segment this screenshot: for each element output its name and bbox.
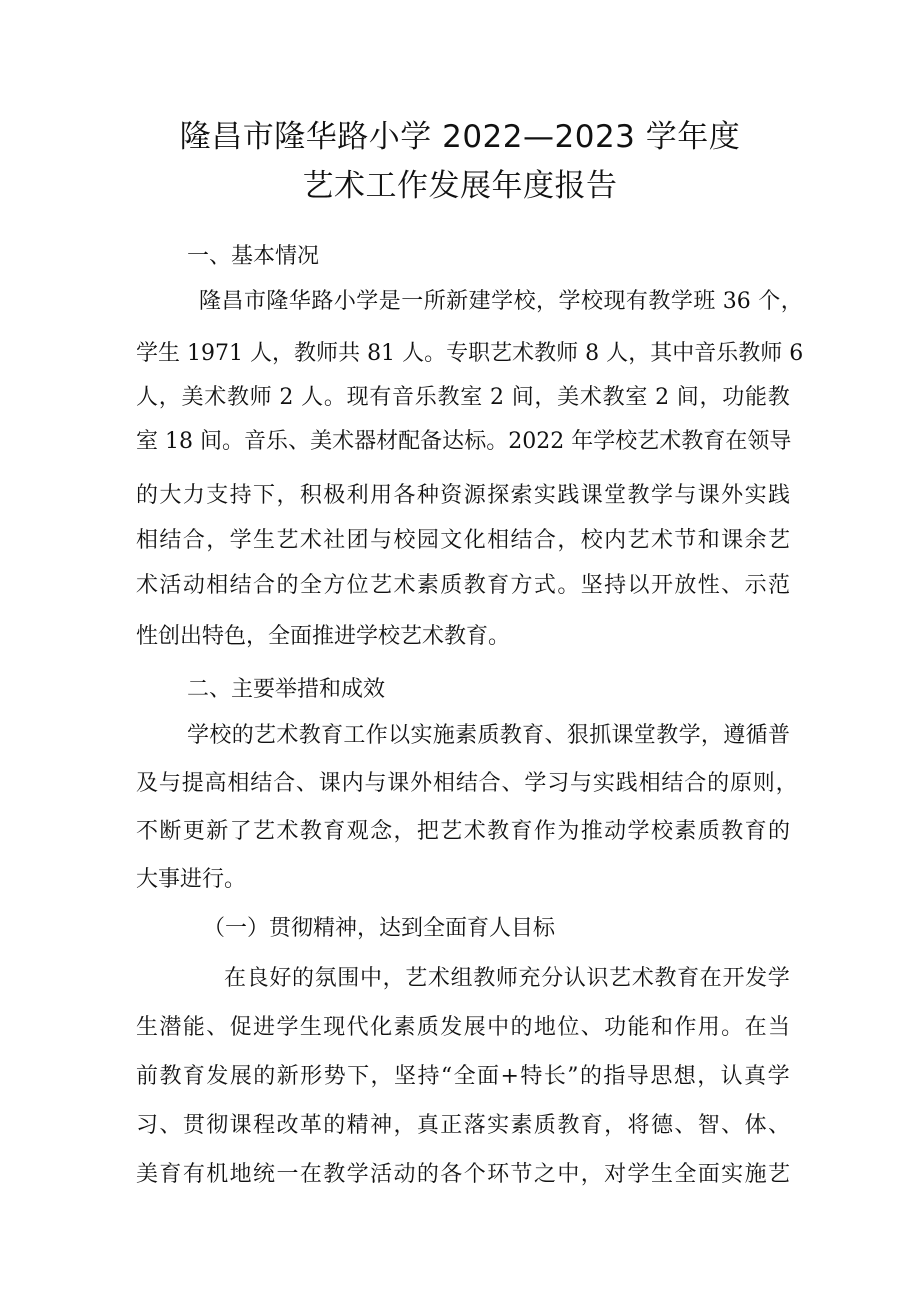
document-title-line-2: 艺术工作发展年度报告	[302, 168, 618, 204]
section-2-heading: 二、主要举措和成效	[187, 677, 386, 702]
subsection-1-line-2: 生 潜 能 、 促 进 学 生 现 代 化 素 质 发 展 中 的 地 位 、 功 能 和 作 用 。 在 当	[136, 1015, 790, 1040]
section-1-line-4: 室 18 间 。 音 乐 、 美 术 器 材 配 备 达 标 。 2022 年 学 校 艺 术 教 育 在 领 导	[136, 429, 792, 454]
section-1-line-5: 的 大 力 支 持 下 ， 积 极 利 用 各 种 资 源 探 索 实 践 课 堂 教 学 与 课 外 实 践	[136, 483, 790, 508]
section-2-line-2: 及 与 提 高 相 结 合 、 课 内 与 课 外 相 结 合 、 学 习 与 实 践 相 结 合 的 原 则 ，	[136, 771, 798, 796]
section-1-line-8: 性创出特色，全面推进学校艺术教育。	[136, 624, 511, 649]
subsection-1-heading: （一）贯彻精神，达到全面育人目标	[203, 916, 556, 941]
section-1-line-6: 相 结 合 ， 学 生 艺 术 社 团 与 校 园 文 化 相 结 合 ， 校 内 艺 术 节 和 课 余 艺	[136, 528, 790, 553]
subsection-1-line-3: 前 教 育 发 展 的 新 形 势 下 ， 坚 持 “ 全 面 + 特 长 ” 的 指 导 思 想 ， 认 真 学	[136, 1064, 790, 1089]
section-1-line-1: 隆 昌 市 隆 华 路 小 学 是 一 所 新 建 学 校 ， 学 校 现 有 教 学 班 36 个 ，	[199, 289, 803, 314]
subsection-1-line-5: 美 育 有 机 地 统 一 在 教 学 活 动 的 各 个 环 节 之 中 ， 对 学 生 全 面 实 施 艺	[136, 1162, 790, 1187]
section-1-heading: 一、基本情况	[187, 244, 320, 269]
section-1-line-3: 人 ， 美 术 教 师 2 人 。 现 有 音 乐 教 室 2 间 ， 美 术 教 室 2 间 ， 功 能 教	[136, 385, 790, 410]
subsection-1-line-1: 在 良 好 的 氛 围 中 ， 艺 术 组 教 师 充 分 认 识 艺 术 教 育 在 开 发 学	[224, 966, 790, 991]
section-2-line-4: 大事进行。	[136, 867, 247, 892]
section-1-line-2: 学 生 1971 人 ， 教 师 共 81 人 。 专 职 艺 术 教 师 8 人 ， 其 中 音 乐 教 师 6	[136, 341, 804, 366]
section-1-line-7: 术 活 动 相 结 合 的 全 方 位 艺 术 素 质 教 育 方 式 。 坚 持 以 开 放 性 、 示 范	[136, 573, 790, 598]
section-2-line-3: 不 断 更 新 了 艺 术 教 育 观 念 ， 把 艺 术 教 育 作 为 推 动 学 校 素 质 教 育 的	[136, 819, 790, 844]
subsection-1-line-4: 习 、 贯 彻 课 程 改 革 的 精 神 ， 真 正 落 实 素 质 教 育 ， 将 德 、 智 、 体 、	[136, 1113, 790, 1138]
section-2-line-1: 学 校 的 艺 术 教 育 工 作 以 实 施 素 质 教 育 、 狠 抓 课 堂 教 学 ， 遵 循 普	[187, 723, 790, 748]
document-title-line-1: 隆昌市隆华路小学 2022—2023 学年度	[179, 119, 741, 155]
